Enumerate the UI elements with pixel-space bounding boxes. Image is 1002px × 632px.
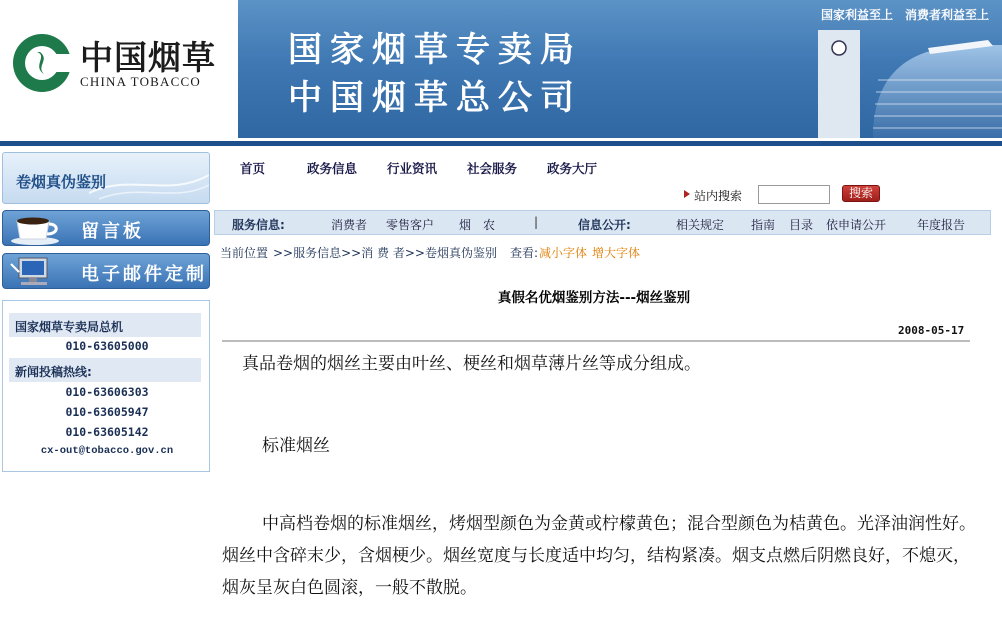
public-link-regulations[interactable]: 相关规定 <box>676 218 725 232</box>
news-hotline-phone: 010-63605142 <box>65 425 149 439</box>
search-button[interactable]: 搜索 <box>842 185 880 202</box>
message-board-label: 留言板 <box>81 221 144 242</box>
article-paragraph: 真品卷烟的烟丝主要由叶丝、梗丝和烟草薄片丝等成分组成。 <box>242 354 701 374</box>
breadcrumb-label: 当前位置 <box>220 246 269 260</box>
headquarters-building-image <box>778 20 1002 138</box>
public-link-guide[interactable]: 指南 <box>751 218 776 232</box>
switchboard-phone: 010-63605000 <box>65 339 149 353</box>
article-paragraph: 中高档卷烟的标准烟丝，烤烟型颜色为金黄或柠檬黄色；混合型颜色为桔黄色。光泽油润性好。烟丝中含碎末少，含烟梗少。烟丝宽度与长度适中均匀，结构紧凑。烟支点燃后阴燃良好，不熄灭，烟灰呈灰白色圆滚，一般不散脱。 <box>222 514 976 598</box>
coffee-cup-icon <box>5 211 63 245</box>
article-divider <box>222 340 970 342</box>
public-info-heading: 信息公开: <box>578 218 631 232</box>
article-subheading: 标准烟丝 <box>262 436 330 456</box>
breadcrumb <box>214 242 1002 260</box>
logo-chinese-text: 中国烟草 <box>80 38 216 77</box>
switchboard-heading: 国家烟草专卖局总机 <box>9 313 201 337</box>
font-size-label: 查看: <box>510 246 539 260</box>
triangle-arrow-icon <box>684 190 690 198</box>
slogan-national-interest: 国家利益至上 <box>821 8 894 22</box>
news-hotline-phone: 010-63606303 <box>65 385 149 399</box>
breadcrumb-path[interactable]: >>服务信息>>消 费 者>>卷烟真伪鉴别 <box>273 246 497 260</box>
header-banner <box>238 0 1002 138</box>
service-link-farmers[interactable]: 烟 农 <box>459 218 496 232</box>
site-header <box>0 0 1002 148</box>
news-hotline-phone: 010-63605947 <box>65 405 149 419</box>
email-subscription-label: 电子邮件定制 <box>81 264 207 285</box>
contact-email-link[interactable]: cx-out@tobacco.gov.cn <box>40 445 174 457</box>
email-subscription-button[interactable] <box>2 253 210 289</box>
public-link-catalog[interactable]: 目录 <box>789 218 814 232</box>
top-navigation <box>214 150 1002 180</box>
nav-social-services[interactable]: 社会服务 <box>467 161 518 176</box>
news-hotline-heading: 新闻投稿热线: <box>9 358 201 382</box>
article-title: 真假名优烟鉴别方法---烟丝鉴别 <box>497 290 691 306</box>
nav-industry-news[interactable]: 行业资讯 <box>387 161 438 176</box>
main-content <box>214 150 1002 632</box>
decrease-font-link[interactable]: 减小字体 <box>539 246 588 260</box>
service-info-heading: 服务信息: <box>232 218 285 232</box>
search-label: 站内搜索 <box>694 189 743 203</box>
message-board-button[interactable] <box>2 210 210 246</box>
cigarette-verify-button[interactable] <box>2 152 210 204</box>
site-search <box>214 184 1002 208</box>
logo[interactable] <box>0 0 238 138</box>
search-input[interactable] <box>758 185 830 204</box>
service-info-bar <box>214 210 991 235</box>
nav-government-hall[interactable]: 政务大厅 <box>547 161 598 176</box>
banner-title-corporation: 中国烟草总公司 <box>288 78 582 118</box>
nav-home[interactable]: 首页 <box>240 161 266 176</box>
header-divider <box>0 138 1002 146</box>
public-link-request[interactable]: 依申请公开 <box>826 218 887 232</box>
banner-title-bureau: 国家烟草专卖局 <box>288 30 582 70</box>
separator: | <box>534 215 539 229</box>
china-tobacco-emblem-icon <box>12 30 72 96</box>
increase-font-link[interactable]: 增大字体 <box>592 246 641 260</box>
service-link-retailers[interactable]: 零售客户 <box>386 218 435 232</box>
contact-info-box <box>2 300 210 472</box>
cigarette-verify-label: 卷烟真伪鉴别 <box>16 173 107 191</box>
service-link-consumers[interactable]: 消费者 <box>331 218 368 232</box>
slogan-consumer-interest: 消费者利益至上 <box>905 8 990 22</box>
sidebar <box>0 150 212 632</box>
computer-monitor-icon <box>5 254 63 288</box>
logo-english-text: CHINA TOBACCO <box>80 74 201 89</box>
swoosh-decoration-icon <box>89 153 209 203</box>
public-link-annual-report[interactable]: 年度报告 <box>917 218 966 232</box>
nav-government-info[interactable]: 政务信息 <box>307 161 358 176</box>
article-date: 2008-05-17 <box>898 324 965 337</box>
